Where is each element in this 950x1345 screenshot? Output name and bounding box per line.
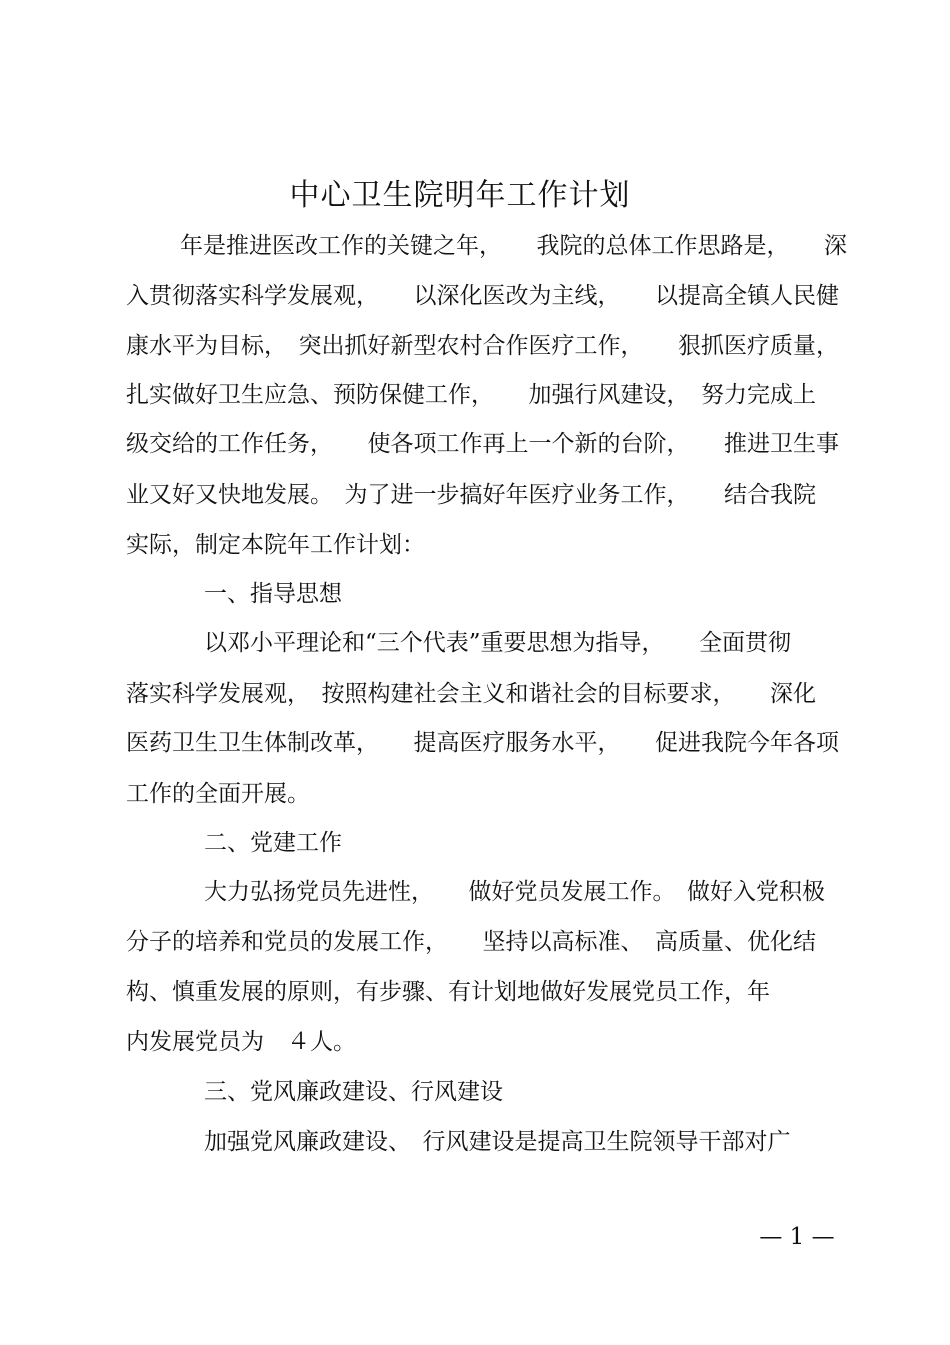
document-title: 中心卫生院明年工作计划 <box>289 178 631 213</box>
section-heading: 一、指导思想 <box>204 581 342 607</box>
paragraph-line: 内发展党员为 ４人。 <box>126 1029 356 1055</box>
paragraph-line: 实际，制定本院年工作计划： <box>126 532 425 558</box>
section-heading: 三、党风廉政建设、行风建设 <box>204 1079 503 1105</box>
paragraph-line: 加强党风廉政建设、 行风建设是提高卫生院领导干部对广 <box>204 1129 791 1155</box>
paragraph-line: 以邓小平理论和“三个代表”重要思想为指导， 全面贯彻 <box>204 630 792 656</box>
section-heading: 二、党建工作 <box>204 830 342 856</box>
paragraph-line: 医药卫生卫生体制改革， 提高医疗服务水平， 促进我院今年各项 <box>126 730 839 756</box>
paragraph-line: 落实科学发展观， 按照构建社会主义和谐社会的目标要求， 深化 <box>126 681 816 707</box>
paragraph-line: 年是推进医改工作的关键之年， 我院的总体工作思路是， 深 <box>180 233 847 259</box>
paragraph-line: 工作的全面开展。 <box>126 781 310 807</box>
paragraph-line: 入贯彻落实科学发展观， 以深化医改为主线， 以提高全镇人民健 <box>126 283 839 309</box>
paragraph-line: 业又好又快地发展。 为了进一步搞好年医疗业务工作， 结合我院 <box>126 482 816 508</box>
paragraph-line: 大力弘扬党员先进性， 做好党员发展工作。 做好入党积极 <box>204 879 825 905</box>
paragraph-line: 级交给的工作任务， 使各项工作再上一个新的台阶， 推进卫生事 <box>126 431 839 457</box>
paragraph-line: 扎实做好卫生应急、预防保健工作， 加强行风建设， 努力完成上 <box>126 382 816 408</box>
page-number: — 1 — <box>759 1224 835 1250</box>
paragraph-line: 分子的培养和党员的发展工作， 坚持以高标准、 高质量、优化结 <box>126 929 816 955</box>
paragraph-line: 构、慎重发展的原则，有步骤、有计划地做好发展党员工作，年 <box>126 979 770 1005</box>
paragraph-line: 康水平为目标， 突出抓好新型农村合作医疗工作， 狠抓医疗质量， <box>126 333 839 359</box>
